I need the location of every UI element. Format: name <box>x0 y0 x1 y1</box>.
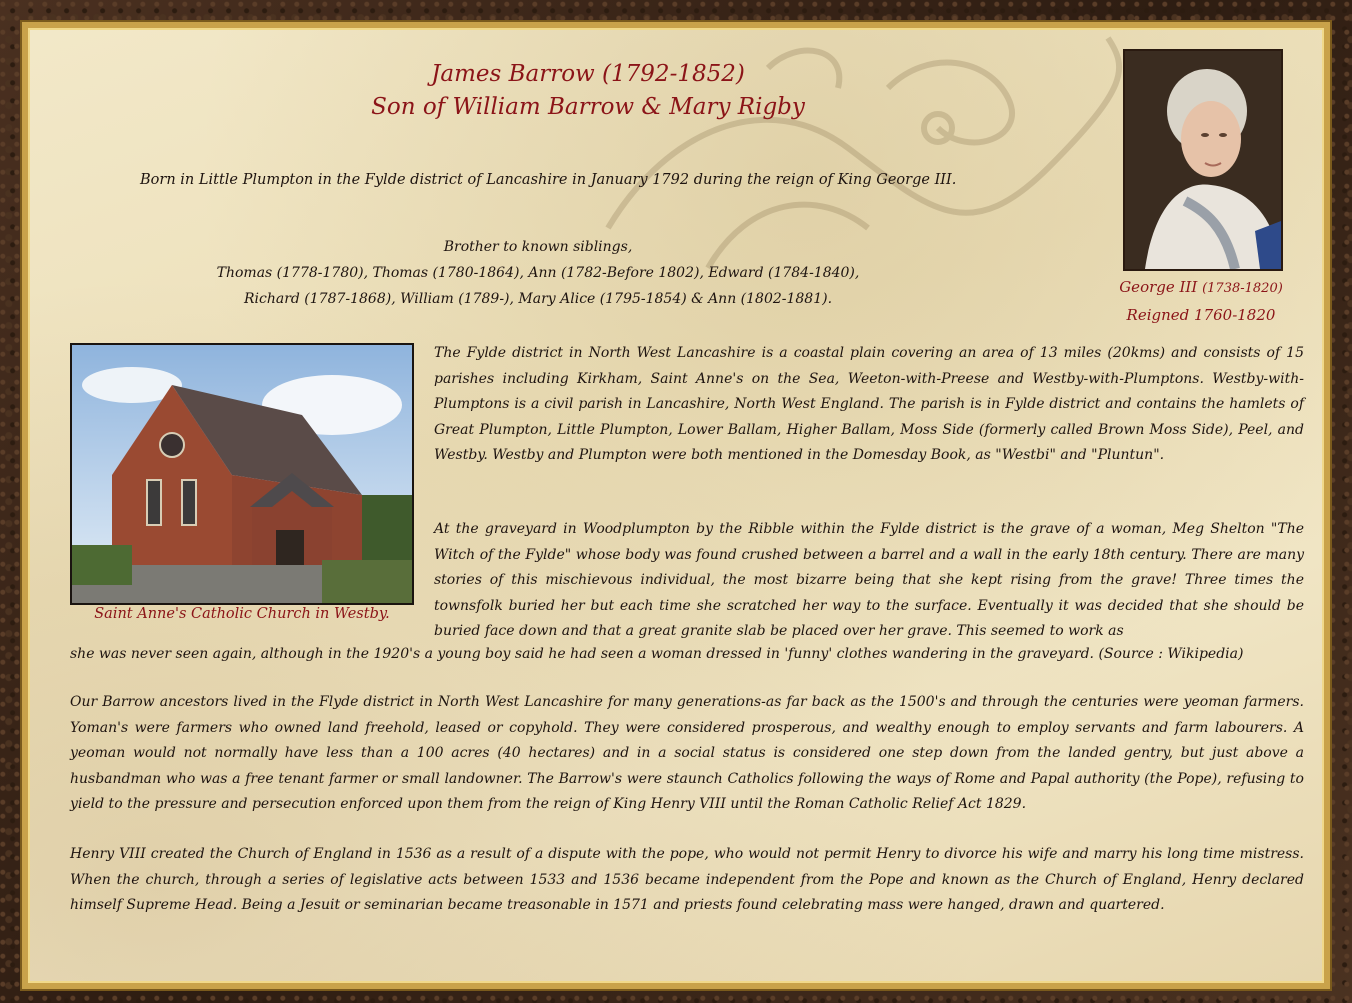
title-line-name: James Barrow (1792-1852) <box>431 61 745 87</box>
king-reign: Reigned 1760-1820 <box>1126 306 1276 324</box>
church-caption: Saint Anne's Catholic Church in Westby. <box>94 606 390 622</box>
title-line-parents: Son of William Barrow & Mary Rigby <box>371 94 805 120</box>
ancestors-paragraph: Our Barrow ancestors lived in the Flyde district in North West Lancashire for many generations-as far back as the 1500's and through the centuries were yeoman farmers. Yoman's were farmers who owned land freehold, leased or copyhold. They were considered prosperous, and wealthy enough to employ servants and farm labourers. A yeoman would not normally have less than a 100 acres (40 hectares) and in a social status is considered one step down from the landed gentry, but just above a husbandman who was a free tenant farmer or small landowner. The Barrow's were staunch Catholics following the ways of Rome and Papal authority (the Pope), refusing to yield to the pressure and persecution enforced upon them from the reign of King Henry VIII until the Roman Catholic Relief Act 1829. <box>70 694 1304 813</box>
king-name: George III <box>1119 278 1198 296</box>
siblings-block <box>178 234 898 312</box>
henry-paragraph: Henry VIII created the Church of England in 1536 as a result of a dispute with the pope, who would not permit Henry to divorce his wife and marry his long time mistress. When the church, through a series of legislative acts between 1533 and 1536 became independent from the Pope and known as the Church of England, Henry declared himself Supreme Head. Being a Jesuit or seminarian became treasonable in 1571 and priests found celebrating mass were hanged, drawn and quartered. <box>70 846 1304 914</box>
fylde-paragraph: The Fylde district in North West Lancashire is a coastal plain covering an area of 13 miles (20kms) and consists of 15 parishes including Kirkham, Saint Anne's on the Sea, Weeton-with-Preese and Westby-with-Plumptons. Westby-with-Plumptons is a civil parish in Lancashire, North West England. The parish is in Fylde district and contains the hamlets of Great Plumpton, Little Plumpton, Lower Ballam, Higher Ballam, Moss Side (formerly called Brown Moss Side), Peel, and Westby. Westby and Plumpton were both mentioned in the Domesday Book, as "Westbi" and "Pluntun". <box>434 345 1304 464</box>
siblings-line-1: Thomas (1778-1780), Thomas (1780-1864), Ann (1782-Before 1802), Edward (1784-1840), <box>216 265 860 281</box>
parchment-frame <box>22 22 1330 989</box>
church-image <box>72 345 412 603</box>
king-caption <box>1090 274 1312 328</box>
page-title <box>298 58 878 124</box>
portrait-image <box>1125 51 1281 269</box>
king-george-portrait <box>1123 49 1283 271</box>
siblings-line-2: Richard (1787-1868), William (1789-), Mary Alice (1795-1854) & Ann (1802-1881). <box>243 291 833 307</box>
king-dates: (1738-1820) <box>1202 281 1283 296</box>
witch-paragraph-tail: she was never seen again, although in the 1920's a young boy said he had seen a woman dressed in 'funny' clothes wandering in the graveyard. (Source : Wikipedia) <box>70 646 1244 662</box>
birth-statement: Born in Little Plumpton in the Fylde district of Lancashire in January 1792 during the reign of King George III. <box>140 172 957 188</box>
church-photo <box>70 343 414 605</box>
witch-paragraph: At the graveyard in Woodplumpton by the Ribble within the Fylde district is the grave of a woman, Meg Shelton "The Witch of the Fylde" whose body was found crushed between a barrel and a wall in the early 18th century. There are many stories of this mischievous individual, the most bizarre being that she kept rising from the grave! Three times the townsfolk buried her but each time she scratched her way to the surface. Eventually it was decided that she should be buried face down and that a great granite slab be placed over her grave. This seemed to work as <box>434 521 1304 640</box>
siblings-heading: Brother to known siblings, <box>443 239 633 255</box>
